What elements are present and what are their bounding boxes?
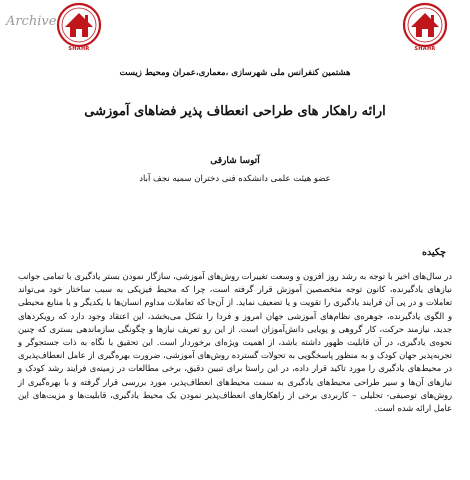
- archive-watermark: Archive: [6, 14, 57, 29]
- author-name: آتوسا شارقی: [210, 156, 260, 166]
- house-logo-icon: [402, 2, 448, 48]
- logo-caption: SHAHR: [414, 46, 436, 52]
- abstract-heading: چکیده: [422, 247, 446, 258]
- conference-name: هشتمین کنفرانس ملی شهرسازی ،معماری،عمران ومحیط زیست: [119, 68, 351, 78]
- paper-title: ارائه راهکار های طراحی انعطاف پذیر فضاهای آموزشی: [84, 104, 386, 119]
- abstract-body: در سال‌های اخیر با توجه به رشد روز افزون و وسعت تغییرات روش‌های آموزشی، سازگار نمودن بستر یادگیری با تمامی جوانب نیازهای یادگیرنده، کانون توجه متخصصین آموزش قرار گرفته است، چرا که محیط فیزیکی به سبب ساختار خود می‌تواند تعاملات و در پی آن فرایند یادگیری را تقویت و یا تضعیف نماید. از آن‌جا که تعاملات مداوم انسان‌ها با یکدیگر و با منابع محیطی و الگوی یادگیرنده، جوهره‌ی نظام‌های آموزشی جهان امروز و فردا را شکل می‌بخشد، این اعتقاد وجود دارد که رویکردهای جدید، نیازمند حرکت، کار گروهی و پویایی دانش‌آموزان است. از این رو تعریف نیازها و چگونگی سازماندهی بستری که چنین نحوه‌ی یادگیری، در آن قابلیت ظهور داشته باشد، از اهمیت ویژه‌ای برخوردار است. این تحقیق با نگاه به ذات جستجوگر و تجربه‌پذیر جهان کودک و به منظور پاسخگویی به تحولات گسترده روش‌های آموزشی، ضرورت بهره‌گیری از عامل انعطاف‌پذیری در محیط‌های یادگیری را مورد تاکید قرار داده، در این راستا برای تبیین دقیق، برخی مطالعات در زمینه‌ی فرایند رشد کودک و نیازهای آن‌ها و سیر طراحی محیط‌های یادگیری به سمت محیط‌های انعطاف‌پذیر، مورد بررسی قرار گرفته و با بهره‌گیری از روش‌های توصیفی- تحلیلی – کاربردی برخی از راهکارهای انعطاف‌پذیر نمودن یک محیط یادگیری، قابلیت‌ها و مزیت‌های این عامل ارائه شده است.: [18, 271, 452, 414]
- house-logo-icon: [56, 2, 102, 48]
- logo-caption: SHAHR: [68, 46, 90, 52]
- conference-logo-right: [402, 2, 448, 56]
- author-affiliation: عضو هیئت علمی دانشکده فنی دختران سمیه نجف آباد: [139, 174, 331, 184]
- conference-logo-left: [56, 2, 102, 56]
